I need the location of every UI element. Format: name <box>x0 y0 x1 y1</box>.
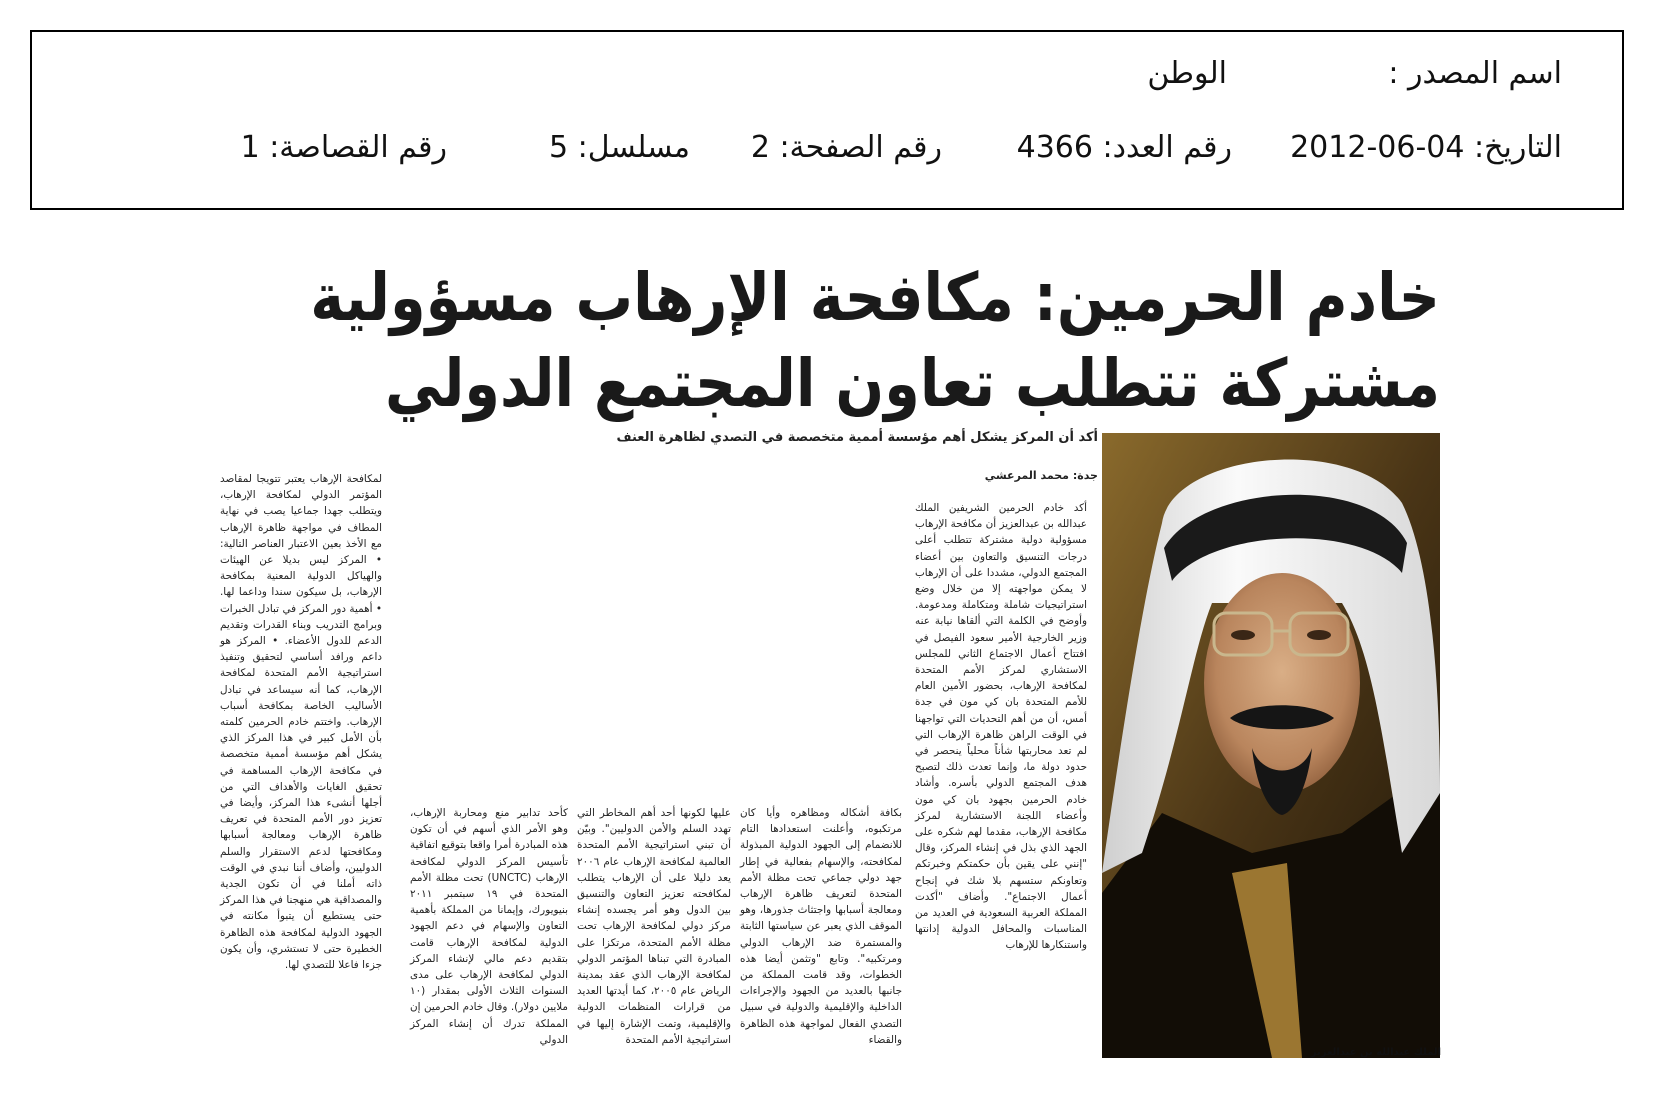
article-subheadline: أكد أن المركز يشكل أهم مؤسسة أممية متخصصة في التصدي لظاهرة العنف <box>616 430 1098 445</box>
issue-number-field: رقم العدد: 4366 <box>1016 130 1232 165</box>
headline-line-1: خادم الحرمين: مكافحة الإرهاب مسؤولية <box>310 259 1440 336</box>
article-column-1: أكد خادم الحرمين الشريفين الملك عبدالله بن عبدالعزيز أن مكافحة الإرهاب مسؤولية دولية مشتركة تتطلب أعلى درجات التنسيق والتعاون بين أعضاء المجتمع الدولي، مشددا على أن الإرهاب لا يمكن مواجهته إلا من خلال وضع استراتيجيات شاملة ومتكاملة ومدعومة. وأوضح في الكلمة التي ألقاها نيابة عنه وزير الخارجية الأمير سعود الفيصل في افتتاح أعمال الاجتماع الثاني للمجلس الاستشاري لمركز الأمم المتحدة لمكافحة الإرهاب، بحضور الأمين العام للأمم المتحدة بان كي مون في جدة أمس، أن من أهم التحديات التي تواجهنا في الوقت الراهن ظاهرة الإرهاب التي لم تعد محاربتها شأناً محلياً ينحصر في حدود دولة ما، وإنما تعدت ذلك لتصبح هدف المجتمع الدولي بأسره. وأشاد خادم الحرمين بجهود بان كي مون وأعضاء اللجنة الاستشارية لمركز مكافحة الإرهاب، مقدما لهم شكره على الجهد الذي بذل في إنشاء المركز، وقال "إنني على يقين بأن حكمتكم وخبرتكم وتعاونكم ستسهم بلا شك في إنجاح أعمال الاجتماع". وأضاف "أكدت المملكة العربية السعودية في العديد من المناسبات والمحافل الدولية إدانتها واستنكارها للإرهاب <box>915 502 1087 952</box>
portrait-illustration <box>1102 433 1440 1058</box>
page-number-field: رقم الصفحة: 2 <box>750 130 942 165</box>
article-column-2: بكافة أشكاله ومظاهره وأيا كان مرتكبوه، وأعلنت استعدادها التام للانضمام إلى الجهود الدولية المبذولة لمكافحته، والإسهام بفعالية في إطار جهد دولي جماعي تحت مظلة الأمم المتحدة لتعريف ظاهرة الإرهاب ومعالجة أسبابها واجتثاث جذورها، وهو الموقف الذي يعبر عن سياستها الثابتة والمستمرة ضد الإرهاب الدولي ومرتكبيه". وتابع "وتثمن أيضا هذه الخطوات، وقد قامت المملكة من جانبها بالعديد من الجهود والإجراءات الداخلية والإقليمية والدولية في سبيل التصدي الفعال لمواجهة هذه الظاهرة والقضاء <box>740 807 902 1046</box>
source-label: اسم المصدر : <box>1388 56 1562 91</box>
article-column-4: كأحد تدابير منع ومحاربة الإرهاب، وهو الأمر الذي أسهم في أن تكون هذه المبادرة أمرا واقعا بتوقيع اتفاقية تأسيس المركز الدولي لمكافحة الإرهاب (UNCTC) تحت مظلة الأمم المتحدة في ١٩ سبتمبر ٢٠١١ بنيويورك، وإيمانا من المملكة بأهمية التعاون والإسهام في دعم الجهود الدولية لمكافحة الإرهاب قامت بتقديم دعم مالي لإنشاء المركز الدولي لمكافحة الإرهاب على مدى السنوات الثلاث الأولى بمقدار (١٠ ملايين دولار). وقال خادم الحرمين إن المملكة تدرك أن إنشاء المركز الدولي <box>410 807 568 1046</box>
clipping-number-field: رقم القصاصة: 1 <box>240 130 447 165</box>
portrait-photo <box>1102 433 1440 1058</box>
article-headline <box>240 255 1440 427</box>
headline-line-2: مشتركة تتطلب تعاون المجتمع الدولي <box>385 345 1440 422</box>
article-byline: جدة: محمد المرعشي <box>984 469 1098 482</box>
clipping-metadata-box <box>30 30 1624 210</box>
article-column-3: عليها لكونها أحد أهم المخاطر التي تهدد السلم والأمن الدوليين". وبيّن أن تبني استراتيجية الأمم المتحدة العالمية لمكافحة الإرهاب عام ٢٠٠٦ يعد دليلا على أن الإرهاب يتطلب لمكافحته تعزيز التعاون والتنسيق بين الدول وهو أمر يجسده إنشاء مركز دولي لمكافحة الإرهاب تحت مظلة الأمم المتحدة، مرتكزا على المبادرة التي تبناها المؤتمر الدولي لمكافحة الإرهاب الذي عقد بمدينة الرياض عام ٢٠٠٥، كما أيدتها العديد من قرارات المنظمات الدولية والإقليمية، وتمت الإشارة إليها في استراتيجية الأمم المتحدة <box>577 807 731 1046</box>
serial-field: مسلسل: 5 <box>549 130 690 165</box>
photo-caption: الملك عبدالله بن عبدالعزيز <box>1310 1047 1441 1058</box>
source-value: الوطن <box>1147 56 1227 91</box>
article-column-5: لمكافحة الإرهاب يعتبر تتويجا لمقاصد المؤتمر الدولي لمكافحة الإرهاب، ويتطلب جهدا جماعيا يصب في نهاية المطاف في مواجهة ظاهرة الإرهاب مع الأخذ بعين الاعتبار العناصر التالية: • المركز ليس بديلا عن الهيئات والهياكل الدولية المعنية بمكافحة الإرهاب، بل سيكون سندا وداعما لها. • أهمية دور المركز في تبادل الخبرات وبرامج التدريب وبناء القدرات وتقديم الدعم للدول الأعضاء. • المركز هو داعم ورافد أساسي لتحقيق وتنفيذ استراتيجية الأمم المتحدة لمكافحة الإرهاب، كما أنه سيساعد في تبادل الأساليب الخاصة بمكافحة أسباب الإرهاب. واختتم خادم الحرمين كلمته بأن الأمل كبير في هذا المركز الذي يشكل أهم مؤسسة أممية متخصصة في مكافحة الإرهاب المساهمة في تحقيق الغايات والأهداف التي من أجلها أنشىء هذا المركز، وأيضا في تعزيز دور الأمم المتحدة في تعريف ظاهرة الإرهاب ومعالجة أسبابها ومكافحتها لدعم الاستقرار والسلم الدوليين، وأضاف أننا نبدي في الوقت ذاته أملنا في أن تكون الجدية والمصداقية هي منهجنا في هذا المركز حتى يستطيع أن يتبوأ مكانته في الجهود الدولية لمكافحة هذه الظاهرة الخطيرة حتى لا تستشري، وأن يكون جزءا فاعلا للتصدي لها. <box>220 473 382 972</box>
date-field: التاريخ: 04-06-2012 <box>1290 130 1562 165</box>
